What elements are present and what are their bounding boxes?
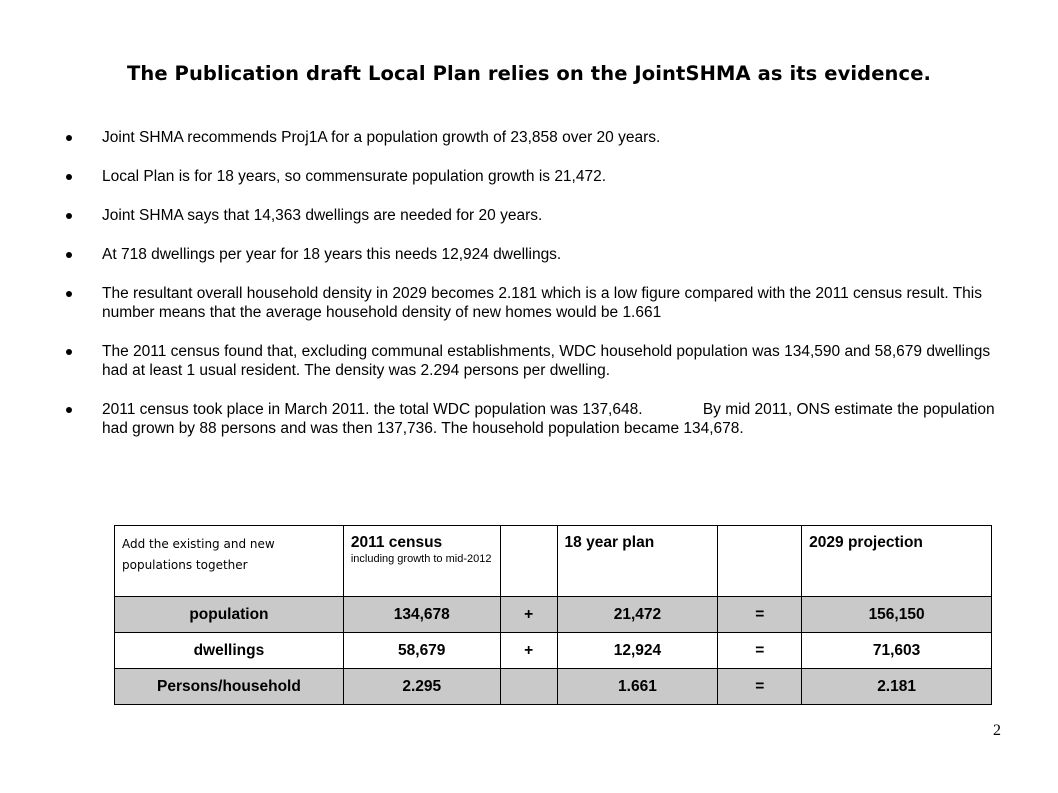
- table-row: [115, 669, 992, 705]
- cell-census: 134,678: [343, 597, 500, 633]
- bullet-text: The 2011 census found that, excluding communal establishments, WDC household population was 134,590 and 58,679 dwellings had at least 1 usual resident. The density was 2.294 persons per dwelling.: [102, 343, 991, 379]
- bullet-text: The resultant overall household density in 2029 becomes 2.181 which is a low figure compared with the 2011 census result. This number means that the average household density of new homes would be 1.661: [102, 285, 982, 321]
- bullet-dot-icon: [66, 349, 72, 355]
- header-projection: 2029 projection: [802, 526, 992, 597]
- bullet-item: [64, 400, 1004, 438]
- header-blank: [500, 526, 557, 597]
- cell-operator: +: [500, 597, 557, 633]
- page-number: 2: [993, 722, 1001, 739]
- bullet-dot-icon: [66, 291, 72, 297]
- table-note: Add the existing and new populations together: [115, 526, 344, 597]
- cell-census: 2.295: [343, 669, 500, 705]
- bullet-dot-icon: [66, 252, 72, 258]
- bullet-list: [64, 128, 1004, 458]
- bullet-item: [64, 342, 1004, 380]
- bullet-text: Joint SHMA says that 14,363 dwellings are needed for 20 years.: [102, 207, 543, 224]
- cell-projection: 156,150: [802, 597, 992, 633]
- table-row: [115, 597, 992, 633]
- bullet-item: [64, 128, 1004, 147]
- cell-equals: =: [718, 597, 802, 633]
- bullet-item: [64, 245, 1004, 264]
- header-blank: [718, 526, 802, 597]
- header-census-label: 2011 census: [350, 534, 443, 551]
- bullet-dot-icon: [66, 213, 72, 219]
- population-table: [114, 525, 992, 705]
- row-label: Persons/household: [115, 669, 344, 705]
- bullet-text: At 718 dwellings per year for 18 years this needs 12,924 dwellings.: [102, 246, 562, 263]
- slide-title: The Publication draft Local Plan relies on the JointSHMA as its evidence.: [126, 62, 932, 85]
- bullet-dot-icon: [66, 174, 72, 180]
- bullet-dot-icon: [66, 135, 72, 141]
- cell-plan: 21,472: [557, 597, 718, 633]
- bullet-text: Local Plan is for 18 years, so commensurate population growth is 21,472.: [102, 168, 607, 185]
- bullet-text: 2011 census took place in March 2011. the total WDC population was 137,648. By mid 2011, ONS estimate the population had grown by 88 persons and was then 137,736. The household population became 134,678.: [102, 401, 999, 437]
- row-label: dwellings: [115, 633, 344, 669]
- cell-equals: =: [718, 633, 802, 669]
- cell-plan: 1.661: [557, 669, 718, 705]
- cell-projection: 2.181: [802, 669, 992, 705]
- table-row: [115, 633, 992, 669]
- cell-plan: 12,924: [557, 633, 718, 669]
- bullet-item: [64, 167, 1004, 186]
- cell-operator: +: [500, 633, 557, 669]
- header-census: [343, 526, 500, 597]
- header-census-sub: including growth to mid-2012: [350, 553, 492, 565]
- cell-operator: [500, 669, 557, 705]
- cell-projection: 71,603: [802, 633, 992, 669]
- bullet-text: Joint SHMA recommends Proj1A for a population growth of 23,858 over 20 years.: [102, 129, 661, 146]
- table-header-row: [115, 526, 992, 597]
- bullet-dot-icon: [66, 407, 72, 413]
- bullet-item: [64, 284, 1004, 322]
- bullet-item: [64, 206, 1004, 225]
- cell-census: 58,679: [343, 633, 500, 669]
- row-label: population: [115, 597, 344, 633]
- header-plan: 18 year plan: [557, 526, 718, 597]
- cell-equals: =: [718, 669, 802, 705]
